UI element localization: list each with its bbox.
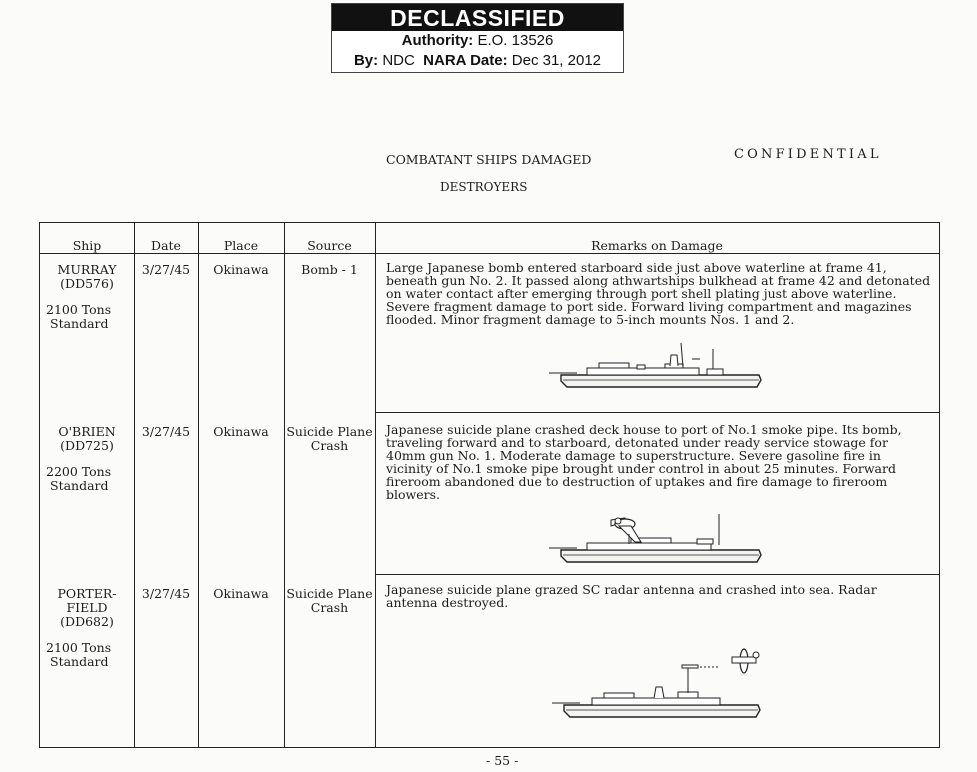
tonnage-class: Standard <box>50 316 109 331</box>
tonnage-cell <box>46 465 111 493</box>
tonnage: 2100 Tons <box>46 302 112 317</box>
destroyer-silhouette-illustration <box>547 341 765 393</box>
ship-name-cell <box>40 263 134 291</box>
remarks-cell <box>386 583 936 609</box>
remarks-line: on water contact after emerging through port shell plating just above waterline. <box>386 286 897 301</box>
date-cell: 3/27/45 <box>141 262 191 277</box>
column-divider <box>198 223 199 747</box>
destroyer-with-plane-illustration <box>547 512 765 568</box>
source-line: Crash <box>310 600 349 615</box>
column-header-source: Source <box>307 238 352 253</box>
remarks-line: beneath gun No. 2. It passed along athwartships bulkhead at frame 42 and detonated <box>386 273 931 288</box>
stamp-nara-label: NARA Date: <box>423 52 508 69</box>
ship-name-cell <box>40 587 134 629</box>
source-line: Suicide Plane <box>286 586 373 601</box>
source-line: Crash <box>310 438 349 453</box>
date-cell: 3/27/45 <box>141 586 191 601</box>
declassified-stamp <box>331 3 624 73</box>
remarks-line: Large Japanese bomb entered starboard side just above waterline at frame 41, <box>386 260 887 275</box>
tonnage: 2200 Tons <box>46 464 112 479</box>
stamp-by-value: NDC <box>382 52 415 69</box>
destroyer-with-plane-illustration <box>550 647 765 723</box>
remarks-cell <box>386 261 936 326</box>
source-cell <box>284 587 375 615</box>
remarks-line: flooded. Minor fragment damage to 5-inch mounts Nos. 1 and 2. <box>386 312 795 327</box>
page-subtitle: DESTROYERS <box>440 180 528 194</box>
hull-number: (DD725) <box>60 438 114 453</box>
remarks-line: Severe fragment damage to port side. Forward living compartment and magazines <box>386 299 912 314</box>
header-rule <box>40 253 939 254</box>
ship-name: PORTER- <box>57 586 117 601</box>
stamp-authority-value: E.O. 13526 <box>477 32 554 49</box>
column-header-date: Date <box>151 238 181 253</box>
remarks-line: blowers. <box>386 487 440 502</box>
column-divider <box>134 223 135 747</box>
source-line: Suicide Plane <box>286 424 373 439</box>
stamp-by-label: By: <box>353 52 379 69</box>
tonnage-class: Standard <box>50 654 109 669</box>
tonnage-class: Standard <box>50 478 109 493</box>
place-cell: Okinawa <box>213 586 269 601</box>
column-header-remarks: Remarks on Damage <box>591 238 723 253</box>
remarks-cell <box>386 423 936 501</box>
tonnage: 2100 Tons <box>46 640 112 655</box>
stamp-authority-label: Authority: <box>401 32 474 49</box>
tonnage-cell <box>46 303 111 331</box>
remarks-line: Japanese suicide plane grazed SC radar antenna and crashed into sea. Radar <box>386 582 877 597</box>
column-header-place: Place <box>223 238 259 253</box>
page-number: - 55 - <box>486 753 519 768</box>
date-cell: 3/27/45 <box>141 424 191 439</box>
ship-name: MURRAY <box>57 262 117 277</box>
remarks-line: vicinity of No.1 smoke pipe brought under control in about 25 minutes. Forward <box>386 461 896 476</box>
hull-number: (DD576) <box>60 276 114 291</box>
classification-marking: CONFIDENTIAL <box>734 147 882 162</box>
ship-name-continued: FIELD <box>66 600 108 615</box>
column-divider <box>375 223 376 747</box>
remarks-line: 40mm gun No. 1. Moderate damage to superstructure. Severe gasoline fire in <box>386 448 881 463</box>
stamp-authority <box>332 31 623 51</box>
ship-name-cell <box>40 425 134 453</box>
hull-number: (DD682) <box>60 614 114 629</box>
column-divider <box>284 223 285 747</box>
damage-table <box>39 222 940 748</box>
remarks-line: antenna destroyed. <box>386 595 509 610</box>
stamp-nara-value: Dec 31, 2012 <box>511 52 602 69</box>
stamp-title: DECLASSIFIED <box>332 4 623 31</box>
source-line: Bomb - 1 <box>301 262 358 277</box>
remarks-line: traveling forward and to starboard, detonated under ready service stowage for <box>386 435 888 450</box>
remarks-line: fireroom abandoned due to destruction of uptakes and fire damage to fireroom <box>386 474 888 489</box>
source-cell <box>284 425 375 453</box>
source-cell <box>284 263 375 277</box>
place-cell: Okinawa <box>213 262 269 277</box>
ship-name: O'BRIEN <box>58 424 116 439</box>
remarks-line: Japanese suicide plane crashed deck house to port of No.1 smoke pipe. Its bomb, <box>386 422 902 437</box>
row-divider <box>376 574 939 575</box>
row-divider <box>376 412 939 413</box>
stamp-by-line <box>332 51 623 71</box>
column-header-ship: Ship <box>72 238 102 253</box>
tonnage-cell <box>46 641 111 669</box>
page-title: COMBATANT SHIPS DAMAGED <box>386 152 592 167</box>
place-cell: Okinawa <box>213 424 269 439</box>
